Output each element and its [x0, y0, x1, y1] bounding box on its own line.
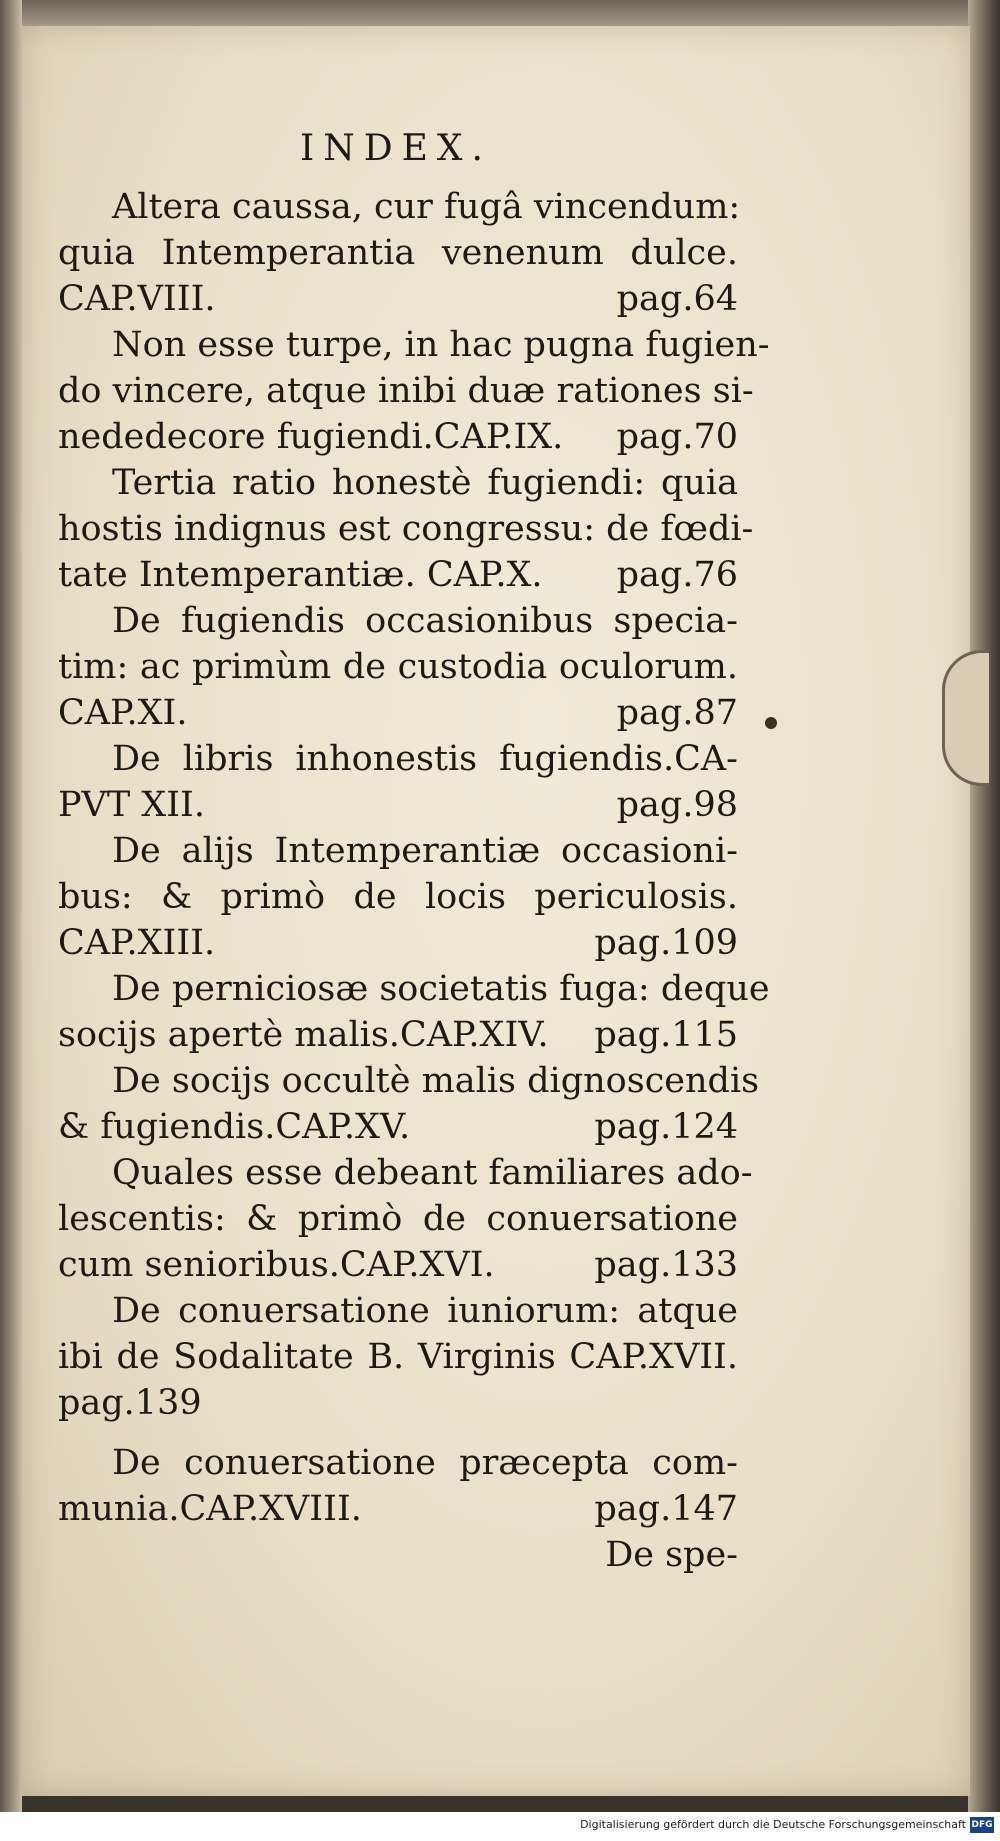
index-entry-cap: PVT XII. pag.98	[58, 782, 738, 828]
index-entry-cap: pag.139	[58, 1383, 202, 1423]
page-number: pag.109	[594, 923, 738, 963]
page-number: pag.133	[594, 1245, 738, 1285]
index-entry-cap: CAP.XI. pag.87	[58, 690, 738, 736]
index-entry-cap: CAP.XIII. pag.109	[58, 920, 738, 966]
page-number: pag.147	[594, 1489, 738, 1529]
index-entry-cap: cum senioribus.CAP.XVI. pag.133	[58, 1242, 738, 1288]
index-line: hostis indignus est congressu: de fœdi-	[58, 509, 754, 549]
catchword: De spe-	[605, 1535, 738, 1575]
index-line: lescentis: & primò de conuersatione	[58, 1199, 738, 1239]
page-number: pag.87	[616, 693, 738, 733]
index-entry-cap: CAP.VIII. pag.64	[58, 276, 738, 322]
index-line: Tertia ratio honestè fugiendi: quia	[112, 463, 738, 503]
dfg-logo: DFG	[970, 1817, 994, 1833]
clasp-tab	[942, 650, 989, 786]
page-number: pag.64	[616, 279, 738, 319]
book-top-edge	[0, 0, 1000, 26]
index-entry-cap: socijs apertè malis.CAP.XIV. pag.115	[58, 1012, 738, 1058]
page-number: pag.70	[616, 417, 738, 457]
index-line: ibi de Sodalitate B. Virginis CAP.XVII.	[58, 1337, 738, 1377]
page-number: pag.124	[594, 1107, 738, 1147]
index-line: bus: & primò de locis periculosis.	[58, 877, 738, 917]
index-line: Non esse turpe, in hac pugna fugien-	[112, 325, 770, 365]
index-line: Altera caussa, cur fugâ vincendum:	[112, 187, 741, 227]
index-line: De conuersatione præcepta com-	[112, 1443, 738, 1483]
index-line: De perniciosæ societatis fuga: deque	[112, 969, 770, 1009]
index-line: De fugiendis occasionibus specia-	[112, 601, 738, 641]
book-left-edge	[0, 0, 22, 1841]
page-heading: INDEX.	[300, 128, 492, 169]
page-number: pag.115	[594, 1015, 738, 1055]
index-entry-cap: tate Intemperantiæ. CAP.X. pag.76	[58, 552, 738, 598]
funding-notice: Digitalisierung gefördert durch die Deutsche Forschungsgemeinschaft	[580, 1818, 966, 1831]
book-right-edge	[968, 0, 1000, 1841]
ink-spot	[765, 717, 777, 729]
index-line: De libris inhonestis fugiendis.CA-	[112, 739, 738, 779]
page-number: pag.98	[616, 785, 738, 825]
index-entry-cap: munia.CAP.XVIII. pag.147	[58, 1486, 738, 1532]
index-line: do vincere, atque inibi duæ rationes si-	[58, 371, 754, 411]
index-line: quia Intemperantia venenum dulce.	[58, 233, 738, 273]
index-entry-cap: & fugiendis.CAP.XV. pag.124	[58, 1104, 738, 1150]
index-line: tim: ac primùm de custodia oculorum.	[58, 647, 738, 687]
index-line: De socijs occultè malis dignoscendis	[112, 1061, 760, 1101]
index-line: De alijs Intemperantiæ occasioni-	[112, 831, 738, 871]
index-line: De conuersatione iuniorum: atque	[112, 1291, 738, 1331]
digitization-footer	[0, 1812, 1000, 1841]
page-number: pag.76	[616, 555, 738, 595]
index-entry-cap: nededecore fugiendi.CAP.IX. pag.70	[58, 414, 738, 460]
index-line: Quales esse debeant familiares ado-	[112, 1153, 753, 1193]
